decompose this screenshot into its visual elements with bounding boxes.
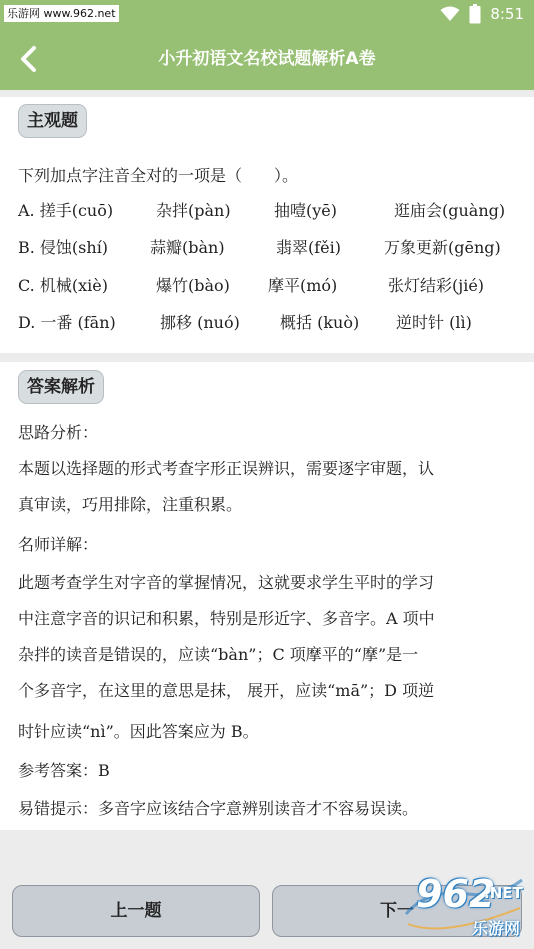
answer-line: 本题以选择题的形式考查字形正误辨识，需要逐字审题，认 xyxy=(18,459,435,478)
chevron-left-icon xyxy=(17,45,39,73)
answer-line: 思路分析： xyxy=(18,423,99,442)
watermark-cn: 乐游网 xyxy=(472,919,521,938)
answer-card xyxy=(0,362,534,830)
error-tip: 易错提示：多音字应该结合字意辨别读音才不容易误读。 xyxy=(18,799,419,818)
option-a-row xyxy=(18,198,528,222)
reference-answer: 参考答案：B xyxy=(18,761,110,780)
option-item: 抽噎(yē) xyxy=(274,201,337,220)
option-item: 翡翠(fěi) xyxy=(276,238,341,257)
answer-line: 时针应读“nì”。因此答案应为 B。 xyxy=(18,722,259,741)
question-card xyxy=(0,97,534,353)
option-item: A. 搓手(cuō) xyxy=(18,201,114,220)
option-item: 概括 (kuò) xyxy=(280,313,360,332)
option-item: 逆时针 (lì) xyxy=(396,313,472,332)
wifi-icon xyxy=(440,6,460,22)
option-item: 爆竹(bào) xyxy=(156,276,230,295)
answer-line: 个多音字，在这里的意思是抹， 展开，应读“mā”；D 项逆 xyxy=(18,681,435,700)
option-c-row xyxy=(18,273,528,297)
option-item: 逛庙会(guàng) xyxy=(394,201,506,220)
option-item: C. 机械(xiè) xyxy=(18,276,108,295)
source-watermark: 乐游网 www.962.net xyxy=(4,5,119,22)
option-item: 万象更新(gēng) xyxy=(384,238,501,257)
option-item: B. 侵蚀(shí) xyxy=(18,238,109,257)
option-d-row xyxy=(18,310,528,334)
option-item: D. 一番 (fān) xyxy=(18,313,116,332)
answer-line: 此题考查学生对字音的掌握情况，这就要求学生平时的学习 xyxy=(18,573,435,592)
option-item: 张灯结彩(jié) xyxy=(388,276,485,295)
question-section-label: 主观题 xyxy=(18,104,87,138)
option-item: 蒜瓣(bàn) xyxy=(150,238,225,257)
watermark-number: 962 xyxy=(416,872,496,916)
status-icons xyxy=(440,3,524,25)
option-b-row xyxy=(18,235,528,259)
answer-line: 真审读，巧用排除，注重积累。 xyxy=(18,495,243,514)
option-item: 挪移 (nuó) xyxy=(160,313,240,332)
answer-line: 中注意字音的识记和积累，特别是形近字、多音字。A 项中 xyxy=(18,609,435,628)
answer-section-label: 答案解析 xyxy=(18,370,104,404)
option-item: 杂拌(pàn) xyxy=(156,201,231,220)
next-question-button[interactable]: 下一 xyxy=(272,885,522,937)
battery-icon xyxy=(469,4,481,24)
status-time: 8:51 xyxy=(490,5,524,23)
prev-question-button[interactable]: 上一题 xyxy=(12,885,260,937)
option-item: 摩平(mó) xyxy=(268,276,338,295)
answer-line: 名师详解： xyxy=(18,535,99,554)
watermark-suffix: .NET xyxy=(484,884,523,902)
site-watermark-logo xyxy=(398,868,528,944)
back-button[interactable] xyxy=(8,39,48,79)
answer-line: 杂拌的读音是错误的，应读“bàn”；C 项摩平的“摩”是一 xyxy=(18,645,419,664)
status-bar xyxy=(0,0,534,28)
question-stem: 下列加点字注音全对的一项是（ ）。 xyxy=(18,166,299,185)
app-bar xyxy=(0,28,534,90)
page-title: 小升初语文名校试题解析A卷 xyxy=(158,49,376,69)
